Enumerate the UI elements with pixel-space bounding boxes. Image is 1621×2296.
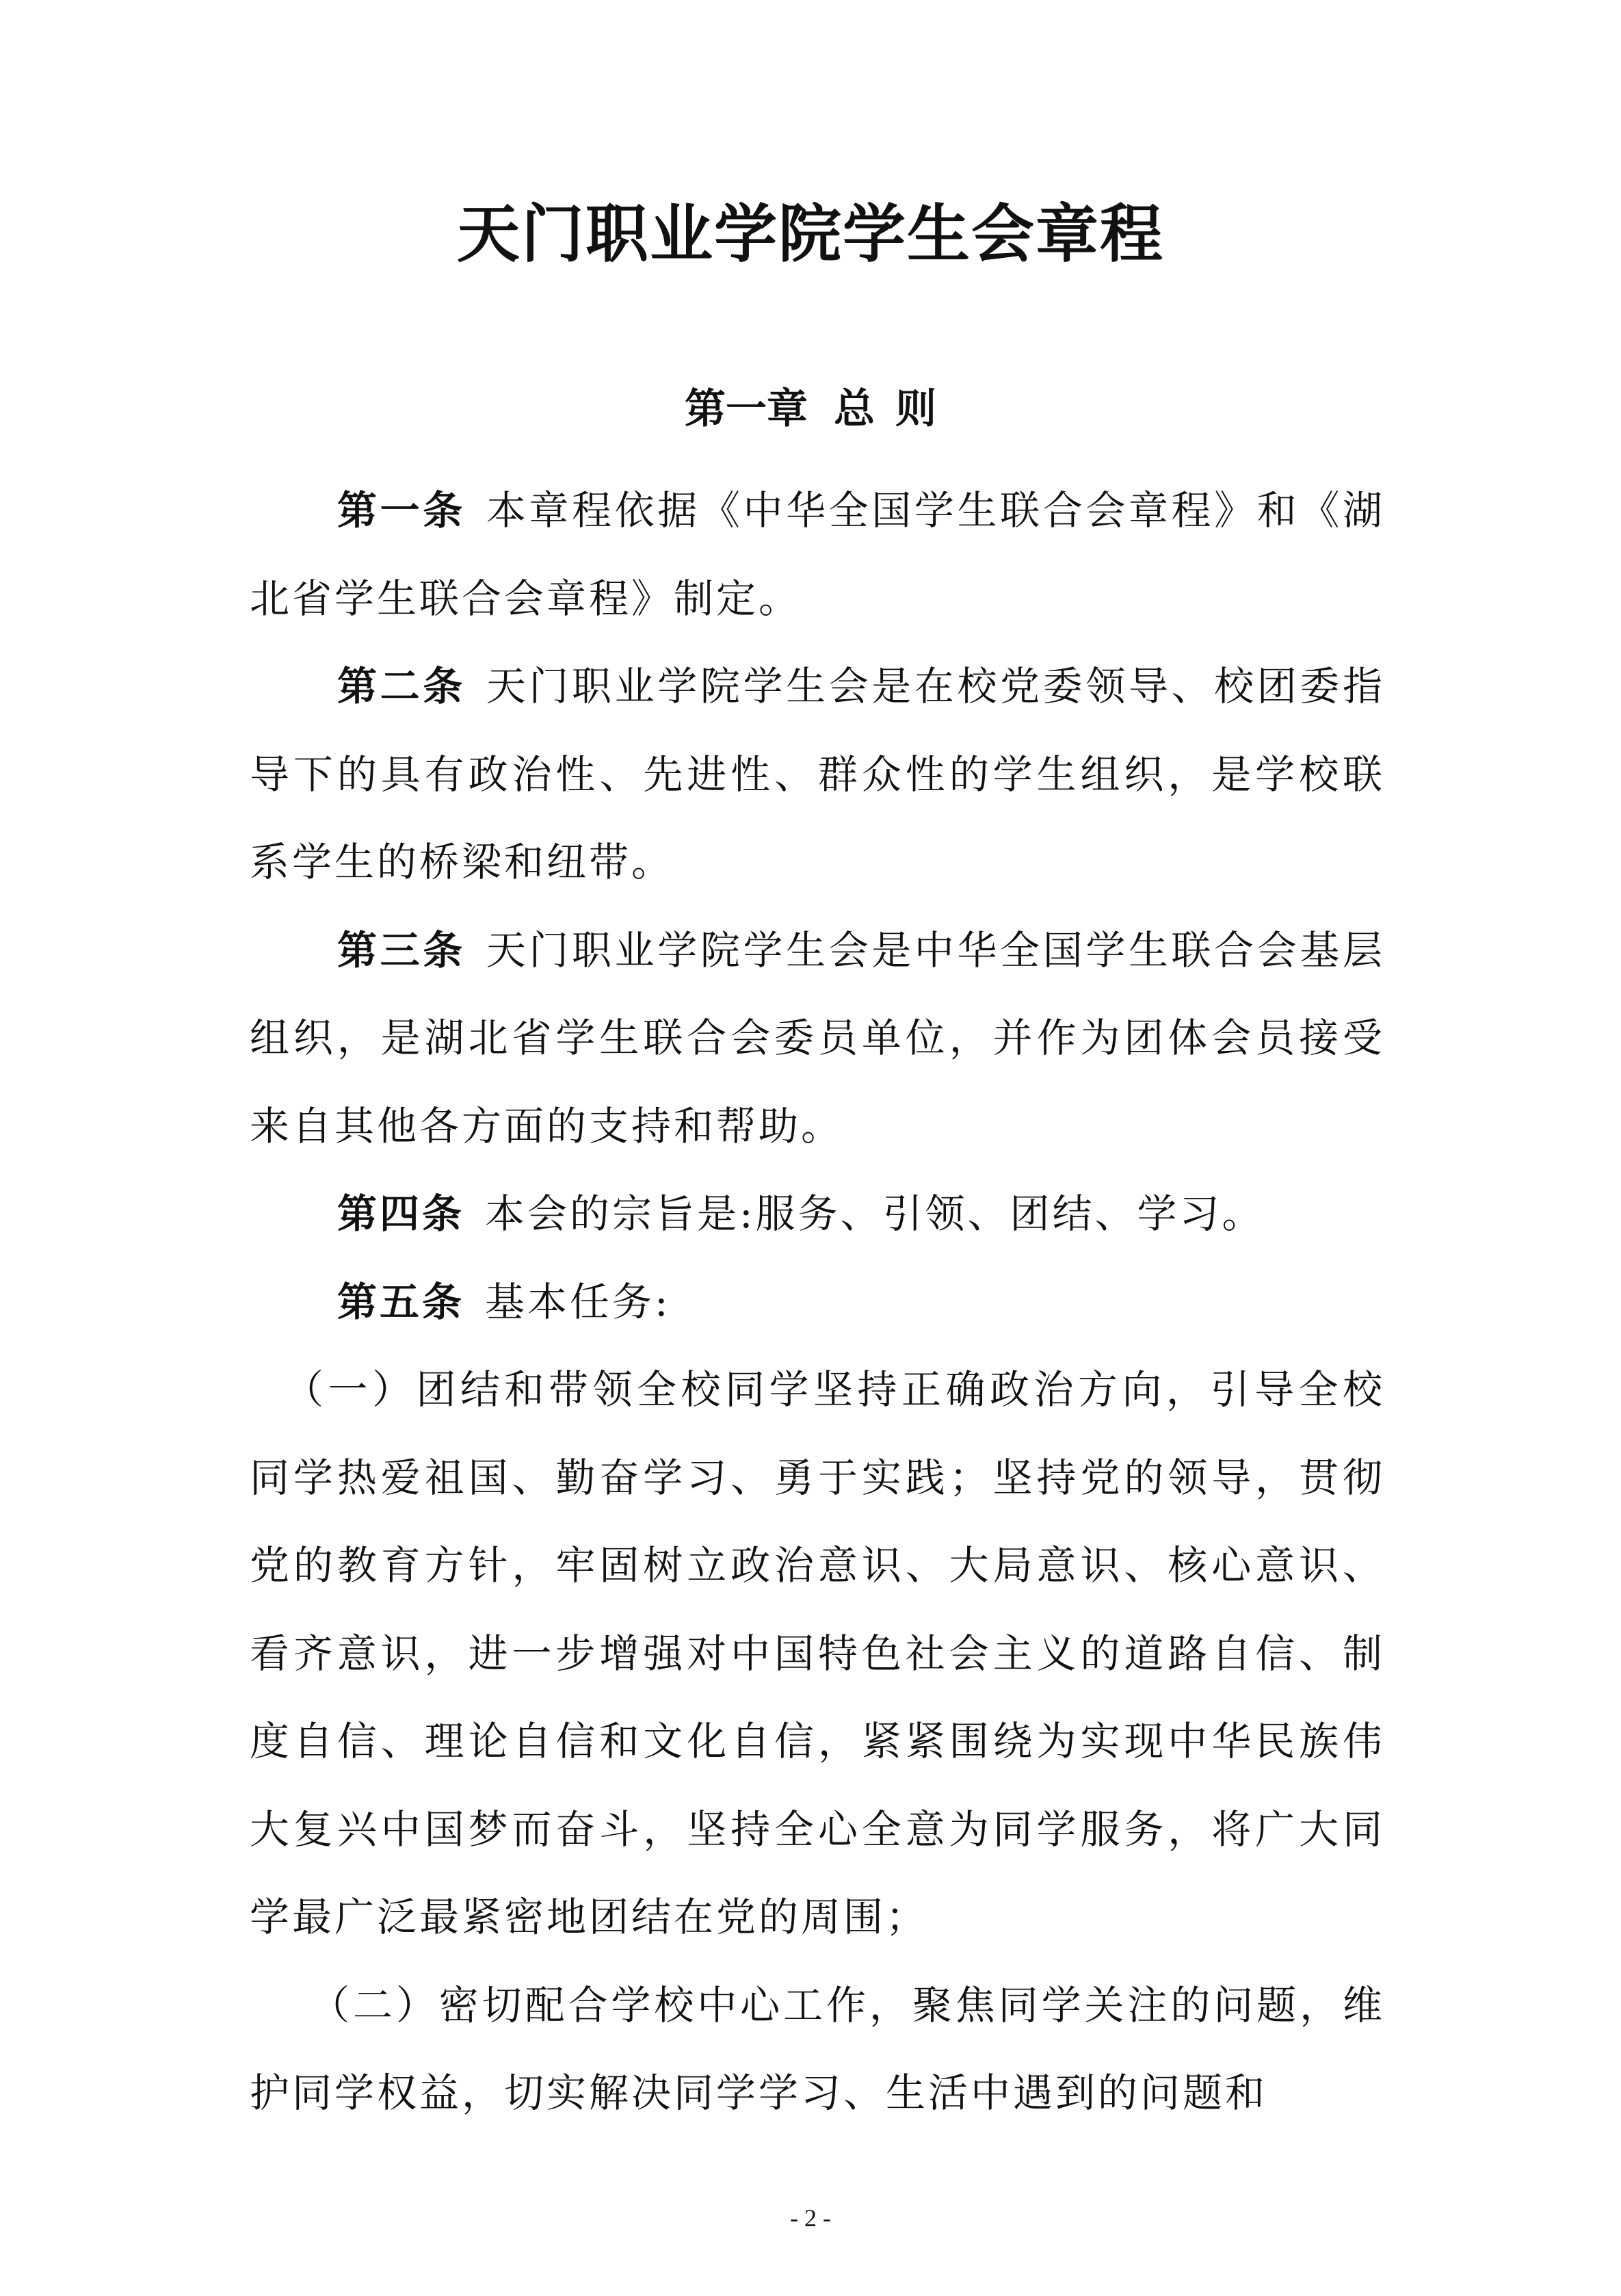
article-paragraph [250,1170,1385,1258]
page-number: - 2 - [790,2204,831,2232]
article-label: 第一条 [337,487,466,534]
document-body [250,467,1385,2137]
article-label: 第二条 [337,663,466,709]
document-title: 天门职业学院学生会章程 [456,198,1164,271]
article-paragraph [250,642,1385,906]
chapter-word-1: 总 [834,385,875,433]
article-text: 本章程依据《中华全国学生联合会章程》和《湖北省学生联合会章程》制定。 [250,487,1385,622]
task-paragraph: （一）团结和带领全校同学坚持正确政治方向，引导全校同学热爱祖国、勤奋学习、勇于实践；坚持党的领导，贯彻党的教育方针，牢固树立政治意识、大局意识、核心意识、看齐意识，进一步增强对中国特色社会主义的道路自信、制度自信、理论自信和文化自信，紧紧围绕为实现中华民族伟大复兴中国梦而奋斗，坚持全心全意为同学服务，将广大同学最广泛最紧密地团结在党的周围； [250,1366,1385,1940]
article-paragraph [250,1258,1385,1346]
article-paragraph [250,467,1385,642]
article-paragraph [250,906,1385,1171]
article-text: 天门职业学院学生会是在校党委领导、校团委指导下的具有政治性、先进性、群众性的学生组织，是学校联系学生的桥梁和纽带。 [250,663,1385,885]
chapter-heading [0,378,1621,440]
article-text: 本会的宗旨是:服务、引领、团结、学习。 [485,1190,1265,1237]
chapter-number: 第一章 [685,385,808,433]
article-label: 第三条 [337,926,466,974]
article-label: 第四条 [337,1190,465,1237]
chapter-word-2: 则 [895,385,936,433]
article-text: 天门职业学院学生会是中华全国学生联合会基层组织，是湖北省学生联合会委员单位，并作为团体会员接受来自其他各方面的支持和帮助。 [250,926,1385,1149]
task-paragraph: （二）密切配合学校中心工作，聚焦同学关注的问题，维护同学权益，切实解决同学学习、生活中遇到的问题和 [250,1981,1385,2116]
article-label: 第五条 [337,1278,465,1325]
article-text: 基本任务: [485,1278,671,1325]
